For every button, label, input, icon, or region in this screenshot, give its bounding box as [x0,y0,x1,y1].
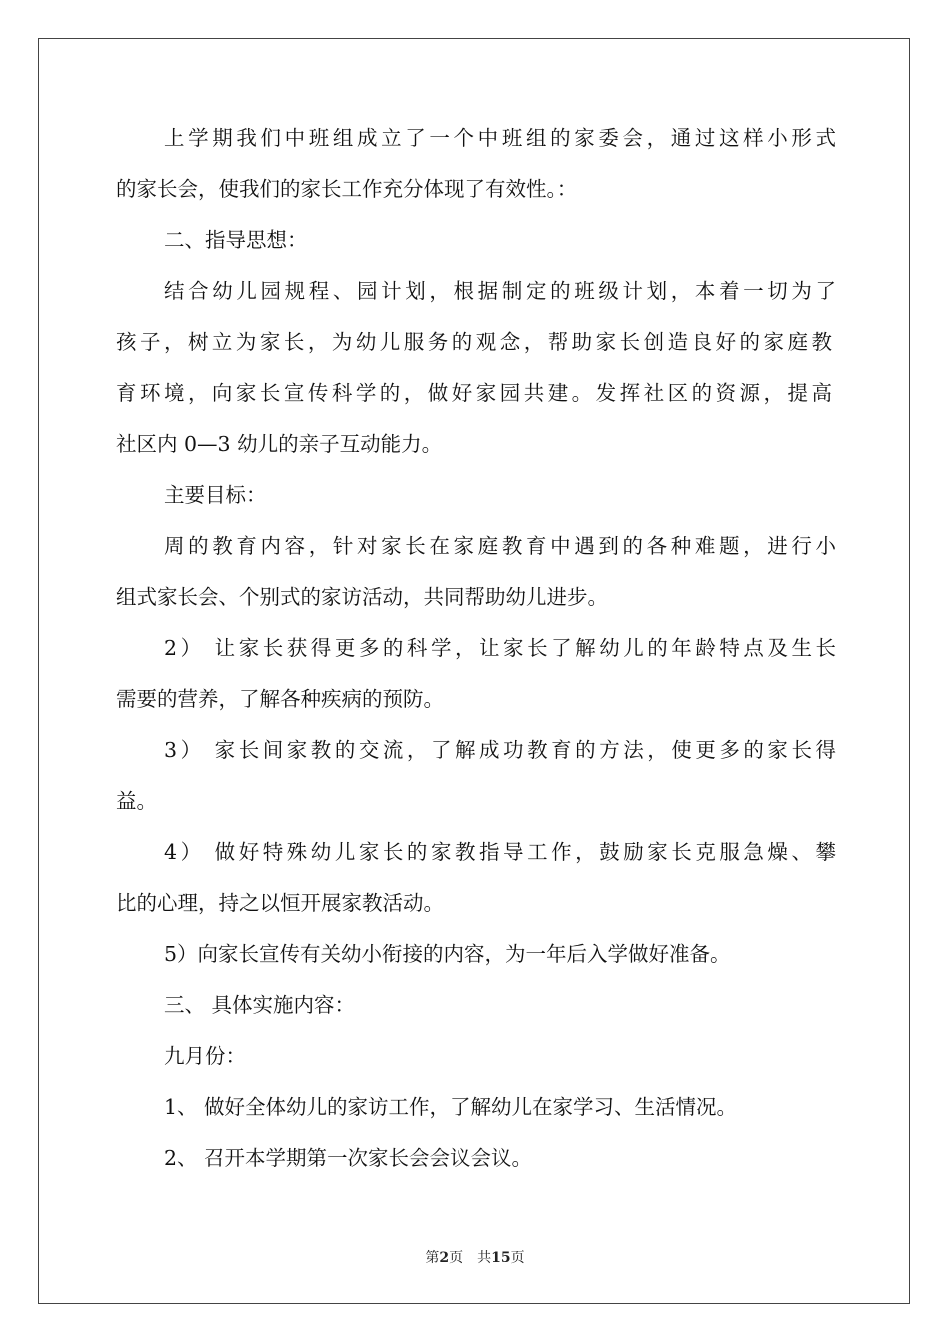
list-item-line: 2、 召开本学期第一次家长会会议会议。 [164,1146,533,1170]
paragraph-line: 组式家长会、个别式的家访活动，共同帮助幼儿进步。 [116,585,608,609]
list-item-line: 1、 做好全体幼儿的家访工作，了解幼儿在家学习、生活情况。 [164,1095,738,1119]
month-heading: 九月份： [164,1044,246,1068]
section-heading: 三、 具体实施内容： [164,993,356,1017]
list-item-line: 4） 做好特殊幼儿家长的家教指导工作，鼓励家长克服急燥、攀 [164,840,836,864]
footer-prefix: 第 [425,1250,440,1266]
paragraph-line: 育环境，向家长宣传科学的，做好家园共建。发挥社区的资源，提高 [116,381,832,405]
page-footer [0,1249,950,1267]
section-heading: 主要目标： [164,483,267,507]
list-item-line: 益。 [116,789,157,813]
footer-middle: 页 共 [449,1250,492,1266]
footer-total-pages: 15 [491,1250,511,1266]
footer-suffix: 页 [510,1250,525,1266]
list-item-line: 2） 让家长获得更多的科学，让家长了解幼儿的年龄特点及生长 [164,636,836,660]
paragraph-line: 孩子，树立为家长，为幼儿服务的观念，帮助家长创造良好的家庭教 [116,330,832,354]
paragraph-line: 周的教育内容，针对家长在家庭教育中遇到的各种难题，进行小 [164,534,836,558]
list-item-line: 5）向家长宣传有关幼小衔接的内容，为一年后入学做好准备。 [164,942,731,966]
section-heading: 二、指导思想： [164,228,308,252]
list-item-line: 3） 家长间家教的交流，了解成功教育的方法，使更多的家长得 [164,738,836,762]
footer-page-number: 2 [439,1250,450,1266]
paragraph-line: 的家长会，使我们的家长工作充分体现了有效性。： [116,177,578,201]
paragraph-line: 上学期我们中班组成立了一个中班组的家委会，通过这样小形式 [164,126,836,150]
paragraph-line: 社区内 0—3 幼儿的亲子互动能力。 [116,432,443,456]
list-item-line: 比的心理，持之以恒开展家教活动。 [116,891,444,915]
paragraph-line: 结合幼儿园规程、园计划，根据制定的班级计划，本着一切为了 [164,279,836,303]
list-item-line: 需要的营养，了解各种疾病的预防。 [116,687,444,711]
